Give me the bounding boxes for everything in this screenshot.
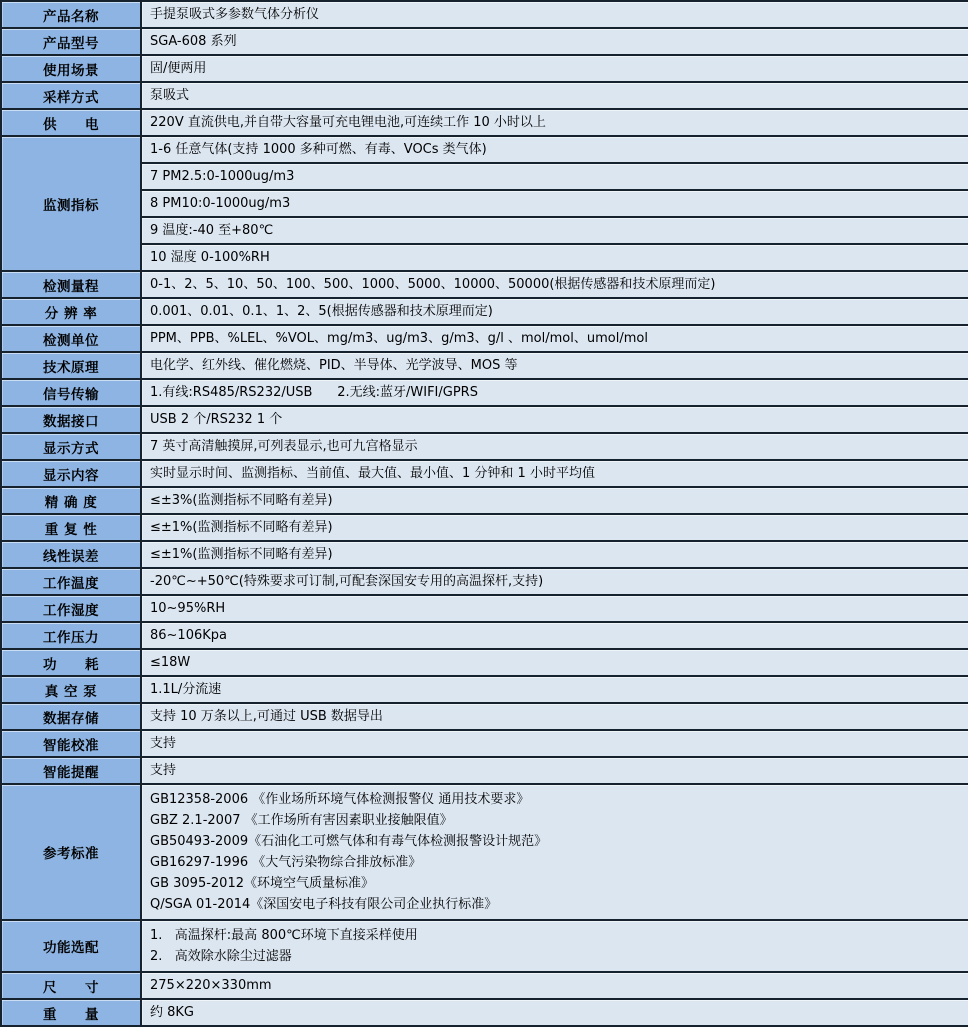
spec-value: 手提泵吸式多参数气体分析仪 bbox=[141, 1, 968, 28]
spec-label: 线性误差 bbox=[1, 541, 141, 568]
spec-label: 显示内容 bbox=[1, 460, 141, 487]
spec-row bbox=[1, 352, 968, 379]
spec-value: 实时显示时间、监测指标、当前值、最大值、最小值、1 分钟和 1 小时平均值 bbox=[141, 460, 968, 487]
spec-value: ≤±3%(监测指标不同略有差异) bbox=[141, 487, 968, 514]
spec-label: 产品型号 bbox=[1, 28, 141, 55]
spec-row bbox=[1, 55, 968, 82]
spec-value: 1.1L/分流速 bbox=[141, 676, 968, 703]
spec-label: 真 空 泵 bbox=[1, 676, 141, 703]
spec-value-line: GB12358-2006 《作业场所环境气体检测报警仪 通用技术要求》 bbox=[150, 792, 530, 807]
spec-subrow bbox=[1, 217, 968, 244]
spec-label: 检测单位 bbox=[1, 325, 141, 352]
spec-value: ≤±1%(监测指标不同略有差异) bbox=[141, 514, 968, 541]
spec-label: 工作压力 bbox=[1, 622, 141, 649]
spec-value: 275×220×330mm bbox=[141, 972, 968, 999]
spec-row bbox=[1, 514, 968, 541]
spec-value: 9 温度:-40 至+80℃ bbox=[141, 217, 968, 244]
spec-value: 10~95%RH bbox=[141, 595, 968, 622]
spec-row bbox=[1, 109, 968, 136]
spec-value-line: GBZ 2.1-2007 《工作场所有害因素职业接触限值》 bbox=[150, 813, 453, 828]
spec-row bbox=[1, 784, 968, 920]
spec-value: 8 PM10:0-1000ug/m3 bbox=[141, 190, 968, 217]
spec-value-line: GB50493-2009《石油化工可燃气体和有毒气体检测报警设计规范》 bbox=[150, 834, 548, 849]
spec-row bbox=[1, 1, 968, 28]
spec-value: 固/便两用 bbox=[141, 55, 968, 82]
spec-value: SGA-608 系列 bbox=[141, 28, 968, 55]
spec-table-body bbox=[1, 1, 968, 1026]
spec-label: 功 耗 bbox=[1, 649, 141, 676]
spec-label: 重 复 性 bbox=[1, 514, 141, 541]
spec-value: 1.有线:RS485/RS232/USB 2.无线:蓝牙/WIFI/GPRS bbox=[141, 379, 968, 406]
spec-row bbox=[1, 920, 968, 972]
spec-value: 0.001、0.01、0.1、1、2、5(根据传感器和技术原理而定) bbox=[141, 298, 968, 325]
spec-value: 支持 bbox=[141, 757, 968, 784]
spec-subrow bbox=[1, 244, 968, 271]
spec-label: 使用场景 bbox=[1, 55, 141, 82]
spec-label: 功能选配 bbox=[1, 920, 141, 972]
spec-row bbox=[1, 622, 968, 649]
spec-label: 重 量 bbox=[1, 999, 141, 1026]
spec-label: 信号传输 bbox=[1, 379, 141, 406]
spec-label: 分 辨 率 bbox=[1, 298, 141, 325]
spec-subrow bbox=[1, 163, 968, 190]
spec-row bbox=[1, 649, 968, 676]
spec-label: 技术原理 bbox=[1, 352, 141, 379]
spec-row bbox=[1, 972, 968, 999]
spec-value: PPM、PPB、%LEL、%VOL、mg/m3、ug/m3、g/m3、g/l 、mol/mol、umol/mol bbox=[141, 325, 968, 352]
spec-row bbox=[1, 676, 968, 703]
spec-value: 10 湿度 0-100%RH bbox=[141, 244, 968, 271]
spec-value bbox=[141, 784, 968, 920]
spec-value bbox=[141, 920, 968, 972]
spec-row bbox=[1, 28, 968, 55]
spec-label: 显示方式 bbox=[1, 433, 141, 460]
spec-value: 220V 直流供电,并自带大容量可充电锂电池,可连续工作 10 小时以上 bbox=[141, 109, 968, 136]
spec-label: 供 电 bbox=[1, 109, 141, 136]
spec-label: 数据接口 bbox=[1, 406, 141, 433]
spec-value-line: 2. 高效除水除尘过滤器 bbox=[150, 949, 292, 964]
spec-value: -20℃~+50℃(特殊要求可订制,可配套深国安专用的高温探杆,支持) bbox=[141, 568, 968, 595]
spec-label: 采样方式 bbox=[1, 82, 141, 109]
spec-value: 泵吸式 bbox=[141, 82, 968, 109]
spec-value: 电化学、红外线、催化燃烧、PID、半导体、光学波导、MOS 等 bbox=[141, 352, 968, 379]
spec-value: ≤±1%(监测指标不同略有差异) bbox=[141, 541, 968, 568]
spec-value-line: 1. 高温探杆:最高 800℃环境下直接采样使用 bbox=[150, 928, 418, 943]
spec-row bbox=[1, 703, 968, 730]
spec-row bbox=[1, 568, 968, 595]
spec-row bbox=[1, 271, 968, 298]
spec-row bbox=[1, 487, 968, 514]
spec-row bbox=[1, 379, 968, 406]
spec-subrow bbox=[1, 190, 968, 217]
spec-value: 支持 10 万条以上,可通过 USB 数据导出 bbox=[141, 703, 968, 730]
spec-value: 7 PM2.5:0-1000ug/m3 bbox=[141, 163, 968, 190]
spec-row bbox=[1, 460, 968, 487]
spec-value: 7 英寸高清触摸屏,可列表显示,也可九宫格显示 bbox=[141, 433, 968, 460]
spec-label: 工作温度 bbox=[1, 568, 141, 595]
spec-value-line: GB16297-1996 《大气污染物综合排放标准》 bbox=[150, 855, 422, 870]
spec-value-line: Q/SGA 01-2014《深国安电子科技有限公司企业执行标准》 bbox=[150, 897, 498, 912]
spec-label: 检测量程 bbox=[1, 271, 141, 298]
spec-value: 86~106Kpa bbox=[141, 622, 968, 649]
spec-label: 工作湿度 bbox=[1, 595, 141, 622]
spec-label: 精 确 度 bbox=[1, 487, 141, 514]
spec-value: 0-1、2、5、10、50、100、500、1000、5000、10000、50000(根据传感器和技术原理而定) bbox=[141, 271, 968, 298]
spec-row bbox=[1, 999, 968, 1026]
spec-value: 约 8KG bbox=[141, 999, 968, 1026]
spec-value: ≤18W bbox=[141, 649, 968, 676]
spec-row bbox=[1, 433, 968, 460]
spec-row bbox=[1, 757, 968, 784]
spec-label: 参考标准 bbox=[1, 784, 141, 920]
spec-row bbox=[1, 595, 968, 622]
spec-value: 支持 bbox=[141, 730, 968, 757]
spec-label: 智能校准 bbox=[1, 730, 141, 757]
spec-row bbox=[1, 541, 968, 568]
spec-row bbox=[1, 730, 968, 757]
spec-row bbox=[1, 82, 968, 109]
spec-label: 产品名称 bbox=[1, 1, 141, 28]
spec-value: 1-6 任意气体(支持 1000 多种可燃、有毒、VOCs 类气体) bbox=[141, 136, 968, 163]
spec-row bbox=[1, 325, 968, 352]
spec-label: 数据存储 bbox=[1, 703, 141, 730]
spec-row bbox=[1, 406, 968, 433]
spec-value-line: GB 3095-2012《环境空气质量标准》 bbox=[150, 876, 374, 891]
spec-row bbox=[1, 136, 968, 163]
spec-label: 监测指标 bbox=[1, 136, 141, 271]
spec-value: USB 2 个/RS232 1 个 bbox=[141, 406, 968, 433]
spec-label: 智能提醒 bbox=[1, 757, 141, 784]
spec-row bbox=[1, 298, 968, 325]
spec-label: 尺 寸 bbox=[1, 972, 141, 999]
